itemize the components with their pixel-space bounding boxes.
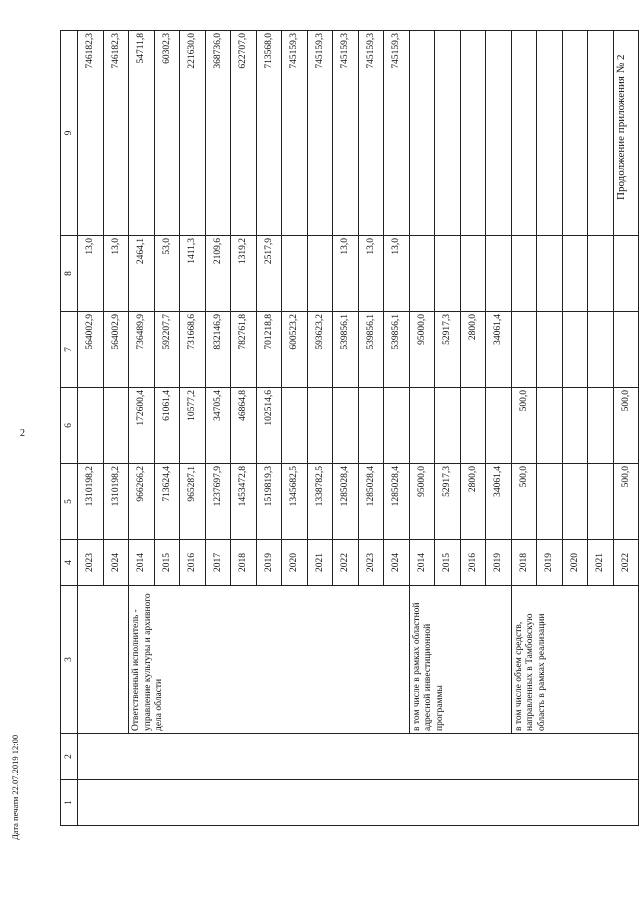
year-cell: 2017 — [205, 540, 231, 586]
year-cell: 2022 — [613, 540, 639, 586]
year-cell: 2014 — [129, 540, 155, 586]
value-cell-c7: 34061,4 — [486, 312, 512, 388]
year-cell: 2022 — [333, 540, 359, 586]
value-cell-c9: 745159,3 — [384, 31, 410, 236]
table-row — [511, 31, 537, 826]
column-number-cell: 1 — [61, 780, 78, 826]
value-cell-c7: 95000,0 — [409, 312, 435, 388]
value-cell-c7: 539856,1 — [358, 312, 384, 388]
value-cell-c5: 1237697,9 — [205, 464, 231, 540]
table-row — [78, 31, 104, 826]
value-cell-c5: 1453472,8 — [231, 464, 257, 540]
value-cell-c6 — [537, 388, 563, 464]
year-cell: 2021 — [307, 540, 333, 586]
value-cell-c7: 52917,3 — [435, 312, 461, 388]
value-cell-c8: 1411,3 — [180, 236, 206, 312]
column-number-cell: 4 — [61, 540, 78, 586]
value-cell-c6: 500,0 — [511, 388, 537, 464]
value-cell-c8: 13,0 — [103, 236, 129, 312]
year-cell: 2014 — [409, 540, 435, 586]
value-cell-c7 — [588, 312, 614, 388]
column-number-cell: 2 — [61, 734, 78, 780]
year-cell: 2018 — [231, 540, 257, 586]
value-cell-c6 — [562, 388, 588, 464]
value-cell-c7 — [537, 312, 563, 388]
value-cell-c7: 564002,9 — [78, 312, 104, 388]
value-cell-c8: 2109,6 — [205, 236, 231, 312]
year-cell: 2018 — [511, 540, 537, 586]
value-cell-c8 — [282, 236, 308, 312]
value-cell-c9 — [537, 31, 563, 236]
value-cell-c9: 622707,0 — [231, 31, 257, 236]
value-cell-c5 — [562, 464, 588, 540]
value-cell-c5: 1310198,2 — [78, 464, 104, 540]
value-cell-c9: 745159,3 — [333, 31, 359, 236]
value-cell-c6 — [409, 388, 435, 464]
value-cell-c7: 2800,0 — [460, 312, 486, 388]
column-number-cell: 3 — [61, 586, 78, 734]
value-cell-c7: 539856,1 — [333, 312, 359, 388]
value-cell-c8 — [511, 236, 537, 312]
table-row — [129, 31, 155, 826]
value-cell-c6 — [307, 388, 333, 464]
value-cell-c8 — [409, 236, 435, 312]
column-number-cell: 6 — [61, 388, 78, 464]
value-cell-c6: 500,0 — [613, 388, 639, 464]
value-cell-c8: 53,0 — [154, 236, 180, 312]
value-cell-c8: 13,0 — [384, 236, 410, 312]
value-cell-c9: 746182,3 — [78, 31, 104, 236]
value-cell-c5: 52917,3 — [435, 464, 461, 540]
column-number-cell: 9 — [61, 31, 78, 236]
year-cell: 2024 — [103, 540, 129, 586]
value-cell-c8: 1319,2 — [231, 236, 257, 312]
value-cell-c8 — [588, 236, 614, 312]
value-cell-c8: 2464,1 — [129, 236, 155, 312]
value-cell-c6 — [103, 388, 129, 464]
value-cell-c7: 736489,9 — [129, 312, 155, 388]
value-cell-c8: 13,0 — [78, 236, 104, 312]
value-cell-c9 — [613, 31, 639, 236]
year-cell: 2020 — [282, 540, 308, 586]
value-cell-c9 — [511, 31, 537, 236]
value-cell-c5: 500,0 — [613, 464, 639, 540]
value-cell-c8 — [486, 236, 512, 312]
value-cell-c6: 61061,4 — [154, 388, 180, 464]
value-cell-c9 — [460, 31, 486, 236]
value-cell-c5: 500,0 — [511, 464, 537, 540]
value-cell-c6 — [435, 388, 461, 464]
value-cell-c7 — [511, 312, 537, 388]
value-cell-c8 — [537, 236, 563, 312]
value-cell-c9 — [588, 31, 614, 236]
value-cell-c8 — [435, 236, 461, 312]
column-number-row — [61, 31, 78, 826]
value-cell-c5: 966266,2 — [129, 464, 155, 540]
value-cell-c6: 46864,8 — [231, 388, 257, 464]
page-number: 2 — [20, 428, 25, 439]
column-number-cell: 8 — [61, 236, 78, 312]
group-label-cell: в том числе объем средств, направленных в Тамбовскую область в рамках реализации — [511, 586, 639, 734]
year-cell: 2021 — [588, 540, 614, 586]
value-cell-c5: 1285028,4 — [358, 464, 384, 540]
value-cell-c6 — [358, 388, 384, 464]
value-cell-c5: 1310198,2 — [103, 464, 129, 540]
value-cell-c6: 172600,4 — [129, 388, 155, 464]
value-cell-c8 — [307, 236, 333, 312]
value-cell-c7: 592207,7 — [154, 312, 180, 388]
year-cell: 2019 — [537, 540, 563, 586]
year-cell: 2019 — [256, 540, 282, 586]
value-cell-c5 — [588, 464, 614, 540]
year-cell: 2016 — [460, 540, 486, 586]
group-label-cell: в том числе в рамках областной адресной инвестиционной программы — [409, 586, 511, 734]
value-cell-c9: 745159,3 — [358, 31, 384, 236]
value-cell-c9 — [409, 31, 435, 236]
value-cell-c7: 539856,1 — [384, 312, 410, 388]
financing-table — [60, 30, 639, 826]
value-cell-c8: 13,0 — [358, 236, 384, 312]
value-cell-c8: 2517,9 — [256, 236, 282, 312]
year-cell: 2016 — [180, 540, 206, 586]
value-cell-c6 — [78, 388, 104, 464]
value-cell-c9: 60302,3 — [154, 31, 180, 236]
value-cell-c7: 832146,9 — [205, 312, 231, 388]
year-cell: 2023 — [358, 540, 384, 586]
year-cell: 2023 — [78, 540, 104, 586]
value-cell-c5: 1345682,5 — [282, 464, 308, 540]
value-cell-c8 — [613, 236, 639, 312]
value-cell-c9: 746182,3 — [103, 31, 129, 236]
group-label-cell: Ответственный исполнитель - управление культуры и архивного дела области — [129, 586, 410, 734]
value-cell-c5: 965287,1 — [180, 464, 206, 540]
value-cell-c6: 34705,4 — [205, 388, 231, 464]
value-cell-c9: 368736,0 — [205, 31, 231, 236]
value-cell-c7: 564002,9 — [103, 312, 129, 388]
column-number-cell: 7 — [61, 312, 78, 388]
year-cell: 2015 — [154, 540, 180, 586]
value-cell-c8 — [460, 236, 486, 312]
value-cell-c5: 713624,4 — [154, 464, 180, 540]
value-cell-c7: 600523,2 — [282, 312, 308, 388]
value-cell-c7: 731668,6 — [180, 312, 206, 388]
empty-col2-cell — [78, 734, 639, 780]
empty-col1-cell — [78, 780, 639, 826]
table-row — [409, 31, 435, 826]
value-cell-c9: 221630,0 — [180, 31, 206, 236]
value-cell-c5: 2800,0 — [460, 464, 486, 540]
value-cell-c5: 1338782,5 — [307, 464, 333, 540]
value-cell-c6 — [282, 388, 308, 464]
value-cell-c7: 593623,2 — [307, 312, 333, 388]
value-cell-c6 — [333, 388, 359, 464]
value-cell-c9: 745159,3 — [307, 31, 333, 236]
column-number-cell: 5 — [61, 464, 78, 540]
value-cell-c9 — [562, 31, 588, 236]
value-cell-c6: 10577,2 — [180, 388, 206, 464]
value-cell-c5: 34061,4 — [486, 464, 512, 540]
value-cell-c7 — [562, 312, 588, 388]
value-cell-c6 — [588, 388, 614, 464]
value-cell-c9: 745159,3 — [282, 31, 308, 236]
value-cell-c6: 102514,6 — [256, 388, 282, 464]
value-cell-c5: 95000,0 — [409, 464, 435, 540]
value-cell-c5 — [537, 464, 563, 540]
value-cell-c8: 13,0 — [333, 236, 359, 312]
continuation-title: Продолжение приложения № 2 — [615, 54, 627, 200]
value-cell-c7: 701218,8 — [256, 312, 282, 388]
value-cell-c7: 782761,8 — [231, 312, 257, 388]
value-cell-c6 — [460, 388, 486, 464]
value-cell-c9 — [435, 31, 461, 236]
value-cell-c9 — [486, 31, 512, 236]
value-cell-c5: 1285028,4 — [333, 464, 359, 540]
year-cell: 2020 — [562, 540, 588, 586]
value-cell-c5: 1519819,3 — [256, 464, 282, 540]
year-cell: 2015 — [435, 540, 461, 586]
year-cell: 2019 — [486, 540, 512, 586]
value-cell-c8 — [562, 236, 588, 312]
value-cell-c6 — [486, 388, 512, 464]
value-cell-c9: 713568,0 — [256, 31, 282, 236]
value-cell-c5: 1285028,4 — [384, 464, 410, 540]
print-date: Дата печати 22.07.2019 12:00 — [10, 734, 20, 840]
group-label-cell — [78, 586, 129, 734]
year-cell: 2024 — [384, 540, 410, 586]
value-cell-c9: 54711,8 — [129, 31, 155, 236]
value-cell-c6 — [384, 388, 410, 464]
value-cell-c7 — [613, 312, 639, 388]
